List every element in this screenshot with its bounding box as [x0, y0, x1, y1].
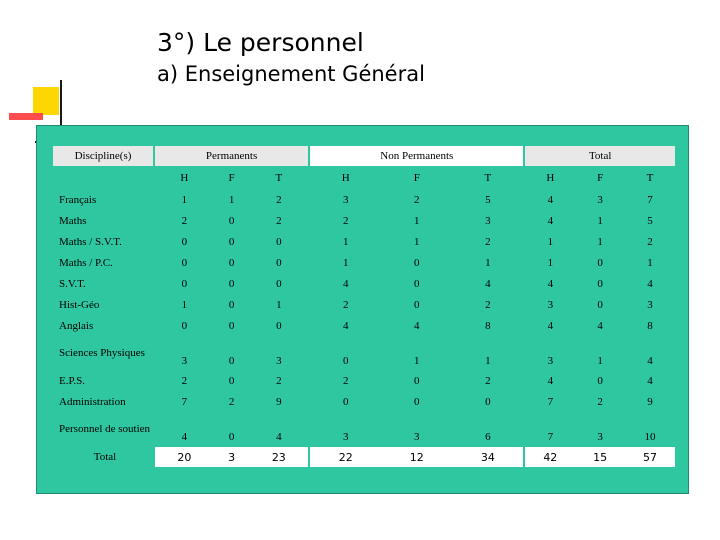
row-value: 0 — [155, 253, 214, 272]
row-value: 0 — [214, 337, 250, 369]
row-value: 3 — [525, 337, 575, 369]
row-value: 4 — [525, 211, 575, 230]
row-value: 2 — [214, 392, 250, 411]
row-value: 2 — [249, 371, 308, 390]
row-label: Maths / S.V.T. — [53, 232, 153, 251]
row-value: 0 — [214, 211, 250, 230]
row-value: 1 — [525, 253, 575, 272]
row-label: Hist-Géo — [53, 295, 153, 314]
row-value: 8 — [625, 316, 675, 335]
row-label: Maths / P.C. — [53, 253, 153, 272]
subheader-empty — [53, 168, 153, 188]
header-discipline: Discipline(s) — [53, 146, 153, 166]
row-value: 0 — [575, 371, 625, 390]
row-value: 4 — [625, 371, 675, 390]
decorative-yellow-square — [33, 87, 59, 115]
row-value: 1 — [575, 232, 625, 251]
table-row — [53, 413, 675, 445]
row-value: 0 — [155, 316, 214, 335]
row-value: 0 — [575, 274, 625, 293]
page-subtitle: a) Enseignement Général — [157, 62, 425, 86]
row-value: 8 — [452, 316, 523, 335]
row-value: 3 — [310, 190, 381, 209]
header-non-permanents: Non Permanents — [310, 146, 523, 166]
row-value: 4 — [625, 274, 675, 293]
row-value: 0 — [381, 392, 452, 411]
subheader-t-total: T — [625, 168, 675, 188]
row-value: 2 — [452, 371, 523, 390]
row-value: 0 — [249, 316, 308, 335]
row-label: Administration — [53, 392, 153, 411]
total-value: 23 — [249, 447, 308, 467]
table-row — [53, 316, 675, 335]
row-value: 1 — [575, 211, 625, 230]
row-value: 0 — [452, 392, 523, 411]
total-value: 22 — [310, 447, 381, 467]
row-value: 0 — [310, 392, 381, 411]
row-value: 1 — [381, 337, 452, 369]
total-value: 20 — [155, 447, 214, 467]
row-value: 3 — [452, 211, 523, 230]
row-value: 2 — [249, 190, 308, 209]
row-value: 2 — [155, 211, 214, 230]
row-value: 0 — [155, 274, 214, 293]
page-title: 3°) Le personnel — [157, 28, 364, 57]
total-value: 42 — [525, 447, 575, 467]
row-value: 9 — [249, 392, 308, 411]
row-label: Sciences Physiques — [53, 337, 153, 369]
row-value: 4 — [525, 190, 575, 209]
row-value: 2 — [310, 211, 381, 230]
row-value: 4 — [575, 316, 625, 335]
row-value: 4 — [452, 274, 523, 293]
total-value: 57 — [625, 447, 675, 467]
subheader-h-nonperm: H — [310, 168, 381, 188]
row-value: 1 — [155, 295, 214, 314]
row-value: 1 — [452, 337, 523, 369]
subheader-f-nonperm: F — [381, 168, 452, 188]
subheader-f-total: F — [575, 168, 625, 188]
table-row — [53, 392, 675, 411]
row-value: 2 — [155, 371, 214, 390]
row-value: 4 — [525, 371, 575, 390]
row-value: 0 — [575, 295, 625, 314]
row-value: 0 — [155, 232, 214, 251]
row-value: 1 — [310, 253, 381, 272]
table-row — [53, 337, 675, 369]
row-value: 0 — [214, 371, 250, 390]
row-value: 0 — [310, 337, 381, 369]
header-total: Total — [525, 146, 675, 166]
row-value: 7 — [525, 413, 575, 445]
row-value: 4 — [310, 316, 381, 335]
staff-table-panel — [36, 125, 689, 494]
row-value: 10 — [625, 413, 675, 445]
row-value: 3 — [381, 413, 452, 445]
row-label: E.P.S. — [53, 371, 153, 390]
row-label: Personnel de soutien — [53, 413, 153, 445]
row-value: 1 — [381, 211, 452, 230]
row-value: 0 — [381, 253, 452, 272]
row-value: 0 — [214, 253, 250, 272]
table-row — [53, 371, 675, 390]
row-value: 5 — [625, 211, 675, 230]
subheader-t-nonperm: T — [452, 168, 523, 188]
row-value: 2 — [625, 232, 675, 251]
row-value: 1 — [155, 190, 214, 209]
subheader-f-perm: F — [214, 168, 250, 188]
subheader-row — [53, 168, 675, 188]
row-value: 1 — [249, 295, 308, 314]
row-label: Anglais — [53, 316, 153, 335]
row-value: 3 — [625, 295, 675, 314]
subheader-h-total: H — [525, 168, 575, 188]
row-value: 7 — [625, 190, 675, 209]
row-value: 1 — [625, 253, 675, 272]
row-value: 1 — [452, 253, 523, 272]
total-value: 3 — [214, 447, 250, 467]
row-value: 0 — [249, 232, 308, 251]
row-value: 3 — [575, 413, 625, 445]
row-value: 4 — [310, 274, 381, 293]
row-value: 2 — [381, 190, 452, 209]
row-value: 0 — [214, 232, 250, 251]
row-value: 0 — [214, 413, 250, 445]
row-label: Français — [53, 190, 153, 209]
header-row — [53, 146, 675, 166]
total-label: Total — [53, 447, 153, 467]
row-value: 3 — [310, 413, 381, 445]
row-value: 4 — [525, 274, 575, 293]
table-row — [53, 190, 675, 209]
row-value: 1 — [214, 190, 250, 209]
row-value: 2 — [249, 211, 308, 230]
row-label: S.V.T. — [53, 274, 153, 293]
row-value: 1 — [525, 232, 575, 251]
row-value: 4 — [625, 337, 675, 369]
subheader-t-perm: T — [249, 168, 308, 188]
row-value: 1 — [310, 232, 381, 251]
row-value: 2 — [310, 295, 381, 314]
row-value: 0 — [249, 253, 308, 272]
total-value: 34 — [452, 447, 523, 467]
staff-table — [53, 144, 675, 469]
subheader-h-perm: H — [155, 168, 214, 188]
row-value: 4 — [381, 316, 452, 335]
row-value: 3 — [155, 337, 214, 369]
table-row — [53, 253, 675, 272]
row-value: 4 — [249, 413, 308, 445]
row-value: 0 — [575, 253, 625, 272]
row-value: 0 — [249, 274, 308, 293]
row-value: 3 — [575, 190, 625, 209]
row-value: 4 — [525, 316, 575, 335]
row-value: 4 — [155, 413, 214, 445]
row-value: 0 — [214, 274, 250, 293]
row-label: Maths — [53, 211, 153, 230]
row-value: 2 — [310, 371, 381, 390]
row-value: 0 — [214, 295, 250, 314]
table-row — [53, 274, 675, 293]
row-value: 0 — [381, 371, 452, 390]
row-value: 5 — [452, 190, 523, 209]
row-value: 0 — [381, 274, 452, 293]
table-row — [53, 232, 675, 251]
row-value: 0 — [381, 295, 452, 314]
header-permanents: Permanents — [155, 146, 308, 166]
total-row — [53, 447, 675, 467]
row-value: 2 — [452, 232, 523, 251]
row-value: 9 — [625, 392, 675, 411]
total-value: 12 — [381, 447, 452, 467]
row-value: 3 — [525, 295, 575, 314]
row-value: 7 — [525, 392, 575, 411]
table-row — [53, 211, 675, 230]
row-value: 6 — [452, 413, 523, 445]
total-value: 15 — [575, 447, 625, 467]
row-value: 2 — [452, 295, 523, 314]
table-row — [53, 295, 675, 314]
row-value: 1 — [575, 337, 625, 369]
row-value: 0 — [214, 316, 250, 335]
decorative-red-bar — [9, 113, 43, 120]
row-value: 7 — [155, 392, 214, 411]
row-value: 1 — [381, 232, 452, 251]
row-value: 2 — [575, 392, 625, 411]
row-value: 3 — [249, 337, 308, 369]
